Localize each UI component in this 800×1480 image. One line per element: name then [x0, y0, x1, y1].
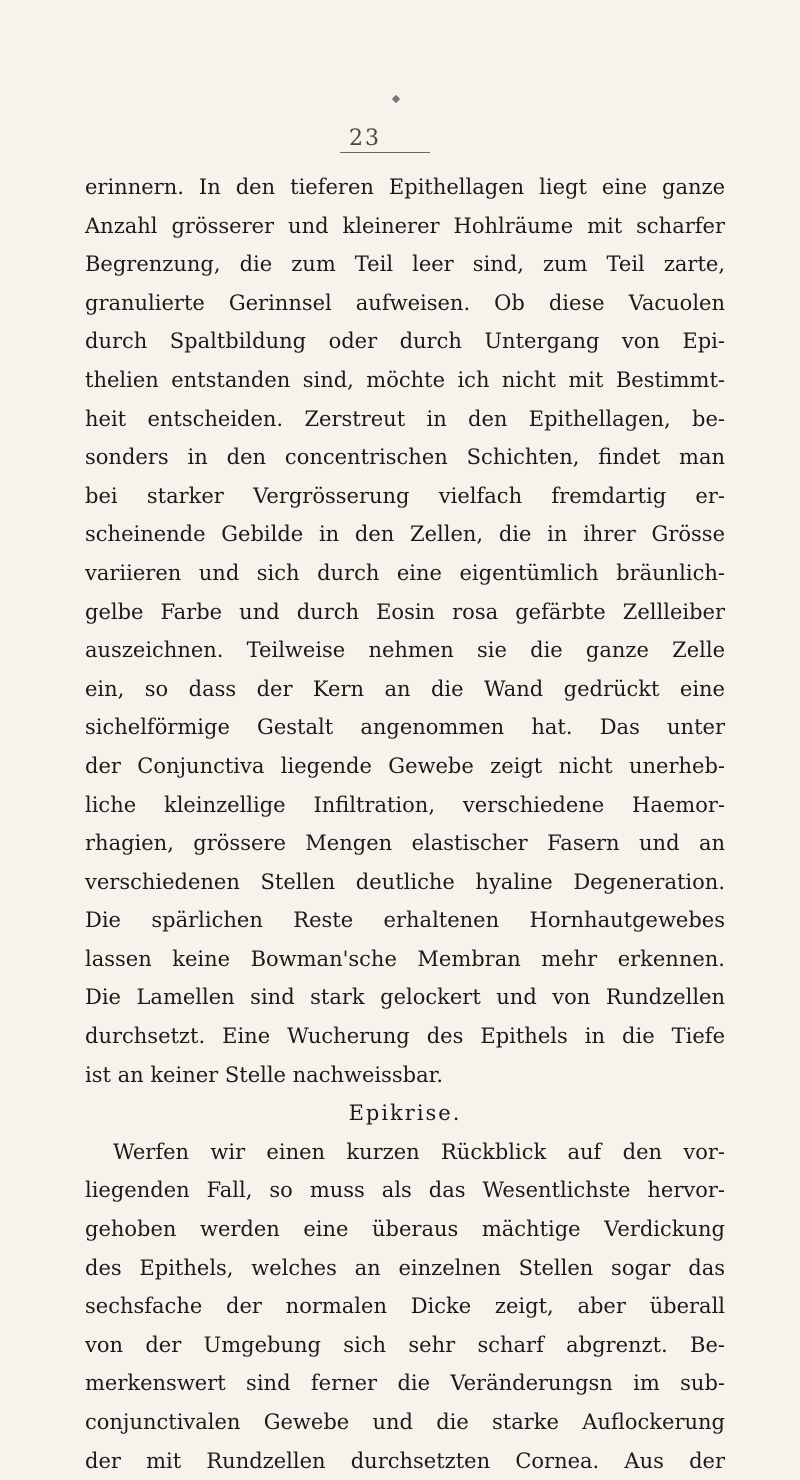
body-text [85, 168, 725, 1480]
text-line: Die spärlichen Reste erhaltenen Hornhautgewebes [85, 908, 725, 933]
text-line: liche kleinzellige Infiltration, verschiedene Haemor- [85, 792, 725, 817]
text-line: gelbe Farbe und durch Eosin rosa gefärbte Zellleiber [85, 599, 725, 624]
text-line: bei starker Vergrösserung vielfach fremdartig er- [85, 483, 725, 508]
page-number: 23 [349, 126, 381, 151]
text-line: sonders in den concentrischen Schichten, findet man [85, 445, 725, 470]
text-line: von der Umgebung sich sehr scharf abgrenzt. Be- [85, 1332, 725, 1357]
text-line: auszeichnen. Teilweise nehmen sie die ganze Zelle [85, 638, 725, 663]
text-line: verschiedenen Stellen deutliche hyaline Degeneration. [85, 869, 725, 894]
text-line: durch Spaltbildung oder durch Untergang von Epi- [85, 329, 725, 354]
text-line: erinnern. In den tieferen Epithellagen liegt eine ganze [85, 175, 725, 199]
text-line: lassen keine Bowman'sche Membran mehr erkennen. [85, 946, 725, 971]
text-line: liegenden Fall, so muss als das Wesentlichste hervor- [85, 1178, 725, 1203]
text-line: Die Lamellen sind stark gelockert und von Rundzellen [85, 985, 725, 1010]
text-line: Begrenzung, die zum Teil leer sind, zum Teil zarte, [85, 252, 725, 277]
text-line: durchsetzt. Eine Wucherung des Epithels in die Tiefe [85, 1024, 725, 1049]
printer-mark [392, 95, 400, 103]
text-line: merkenswert sind ferner die Veränderungsn im sub- [85, 1371, 725, 1396]
section-heading: Epikrise. [348, 1101, 462, 1126]
text-line: rhagien, grössere Mengen elastischer Fasern und an [85, 831, 725, 856]
header-rule [340, 152, 430, 153]
text-line: sichelförmige Gestalt angenommen hat. Das unter [85, 715, 725, 740]
text-line: des Epithels, welches an einzelnen Stellen sogar das [85, 1255, 725, 1280]
text-line: variieren und sich durch eine eigentümlich bräunlich- [85, 560, 725, 585]
text-line: granulierte Gerinnsel aufweisen. Ob diese Vacuolen [85, 290, 725, 315]
text-line: scheinende Gebilde in den Zellen, die in ihrer Grösse [85, 522, 725, 547]
text-line: sechsfache der normalen Dicke zeigt, aber überall [85, 1294, 725, 1319]
text-line: thelien entstanden sind, möchte ich nicht mit Bestimmt- [85, 367, 725, 392]
text-line: der Conjunctiva liegende Gewebe zeigt nicht unerheb- [85, 753, 725, 778]
text-line: der mit Rundzellen durchsetzten Cornea. Aus der [85, 1448, 725, 1473]
text-line: Werfen wir einen kurzen Rückblick auf den vor- [113, 1139, 725, 1164]
text-line: Anzahl grösserer und kleinerer Hohlräume mit scharfer [85, 213, 725, 238]
text-line: heit entscheiden. Zerstreut in den Epithellagen, be- [85, 406, 725, 431]
text-line: ein, so dass der Kern an die Wand gedrückt eine [85, 676, 725, 701]
text-line: gehoben werden eine überaus mächtige Verdickung [85, 1217, 725, 1242]
text-line: ist an keiner Stelle nachweissbar. [85, 1062, 444, 1087]
text-line: conjunctivalen Gewebe und die starke Auflockerung [85, 1410, 725, 1434]
